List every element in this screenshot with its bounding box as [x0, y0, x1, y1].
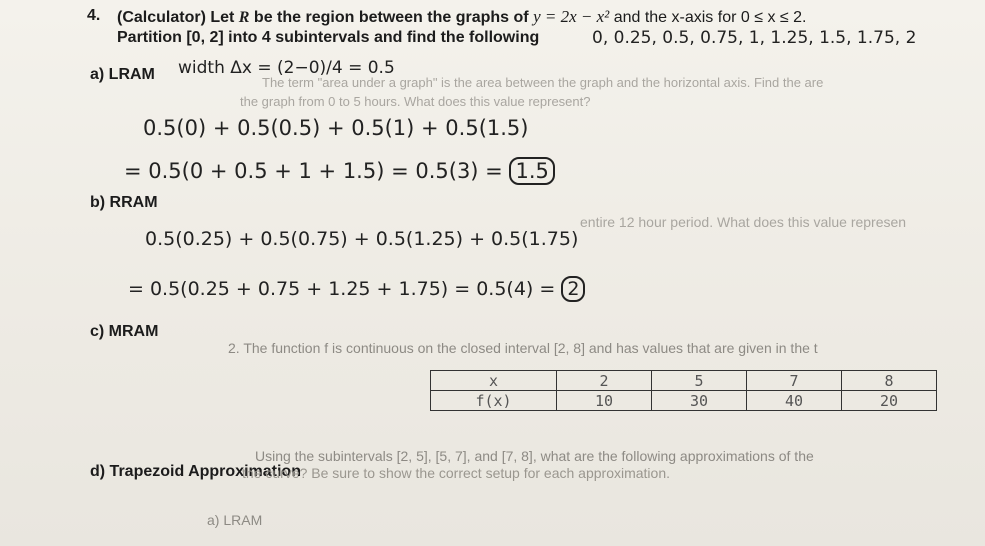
- problem-text-3: and the x-axis for 0 ≤ x ≤ 2.: [609, 9, 807, 26]
- table-cell: 8: [842, 371, 937, 391]
- table-cell: 40: [747, 391, 842, 411]
- table-cell: 30: [652, 391, 747, 411]
- handwritten-partition-points: 0, 0.25, 0.5, 0.75, 1, 1.25, 1.5, 1.75, 2: [592, 28, 917, 48]
- part-b-label: b) RRAM: [90, 194, 158, 211]
- table-row: [431, 391, 937, 411]
- lram-work-line2: [124, 159, 555, 183]
- part-d-label: d) Trapezoid Approximation: [90, 463, 301, 480]
- bleed-text-3: entire 12 hour period. What does this value represen: [580, 214, 907, 230]
- problem-statement: [117, 7, 806, 27]
- bleed-text-4: 2. The function f is continuous on the closed interval [2, 8] and has values that are given in the t: [228, 340, 818, 356]
- table-cell: 20: [842, 391, 937, 411]
- handwritten-width: width Δx = (2−0)/4 = 0.5: [178, 58, 395, 78]
- table-cell: 10: [557, 391, 652, 411]
- problem-text-1: (Calculator) Let: [117, 9, 239, 26]
- table-cell: 7: [747, 371, 842, 391]
- partition-instruction: Partition [0, 2] into 4 subintervals and find the following: [117, 29, 540, 46]
- function-values-table: [430, 370, 937, 411]
- bleed-text-2: the graph from 0 to 5 hours. What does this value represent?: [240, 94, 591, 109]
- table-cell: 2: [557, 371, 652, 391]
- rram-answer-circle: 2: [561, 276, 585, 302]
- table-cell: x: [431, 371, 557, 391]
- bleed-text-5: Using the subintervals [2, 5], [5, 7], and [7, 8], what are the following approximations of the: [255, 448, 814, 464]
- table-row: [431, 371, 937, 391]
- bleed-text-1: The term "area under a graph" is the area between the graph and the horizontal axis. Find the are: [262, 75, 824, 90]
- bleed-text-7: a) LRAM: [207, 512, 263, 528]
- problem-text-2: be the region between the graphs of: [249, 9, 534, 26]
- lram-work-line1: 0.5(0) + 0.5(0.5) + 0.5(1) + 0.5(1.5): [143, 116, 529, 140]
- rram-work-line1: 0.5(0.25) + 0.5(0.75) + 0.5(1.25) + 0.5(1.75): [145, 228, 579, 250]
- table-cell: f(x): [431, 391, 557, 411]
- rram-work-expr: = 0.5(0.25 + 0.75 + 1.25 + 1.75) = 0.5(4) =: [128, 278, 556, 300]
- problem-number: 4.: [87, 7, 101, 24]
- part-a-label: a) LRAM: [90, 66, 155, 83]
- table-cell: 5: [652, 371, 747, 391]
- equation: y = 2x − x²: [533, 7, 610, 26]
- lram-answer-box: 1.5: [509, 157, 554, 185]
- region-var: R: [238, 9, 250, 26]
- lram-work-expr: = 0.5(0 + 0.5 + 1 + 1.5) = 0.5(3) =: [124, 159, 503, 183]
- part-c-label: c) MRAM: [90, 323, 159, 340]
- rram-work-line2: [128, 278, 585, 300]
- bleed-text-6: the curve? Be sure to show the correct setup for each approximation.: [242, 465, 671, 481]
